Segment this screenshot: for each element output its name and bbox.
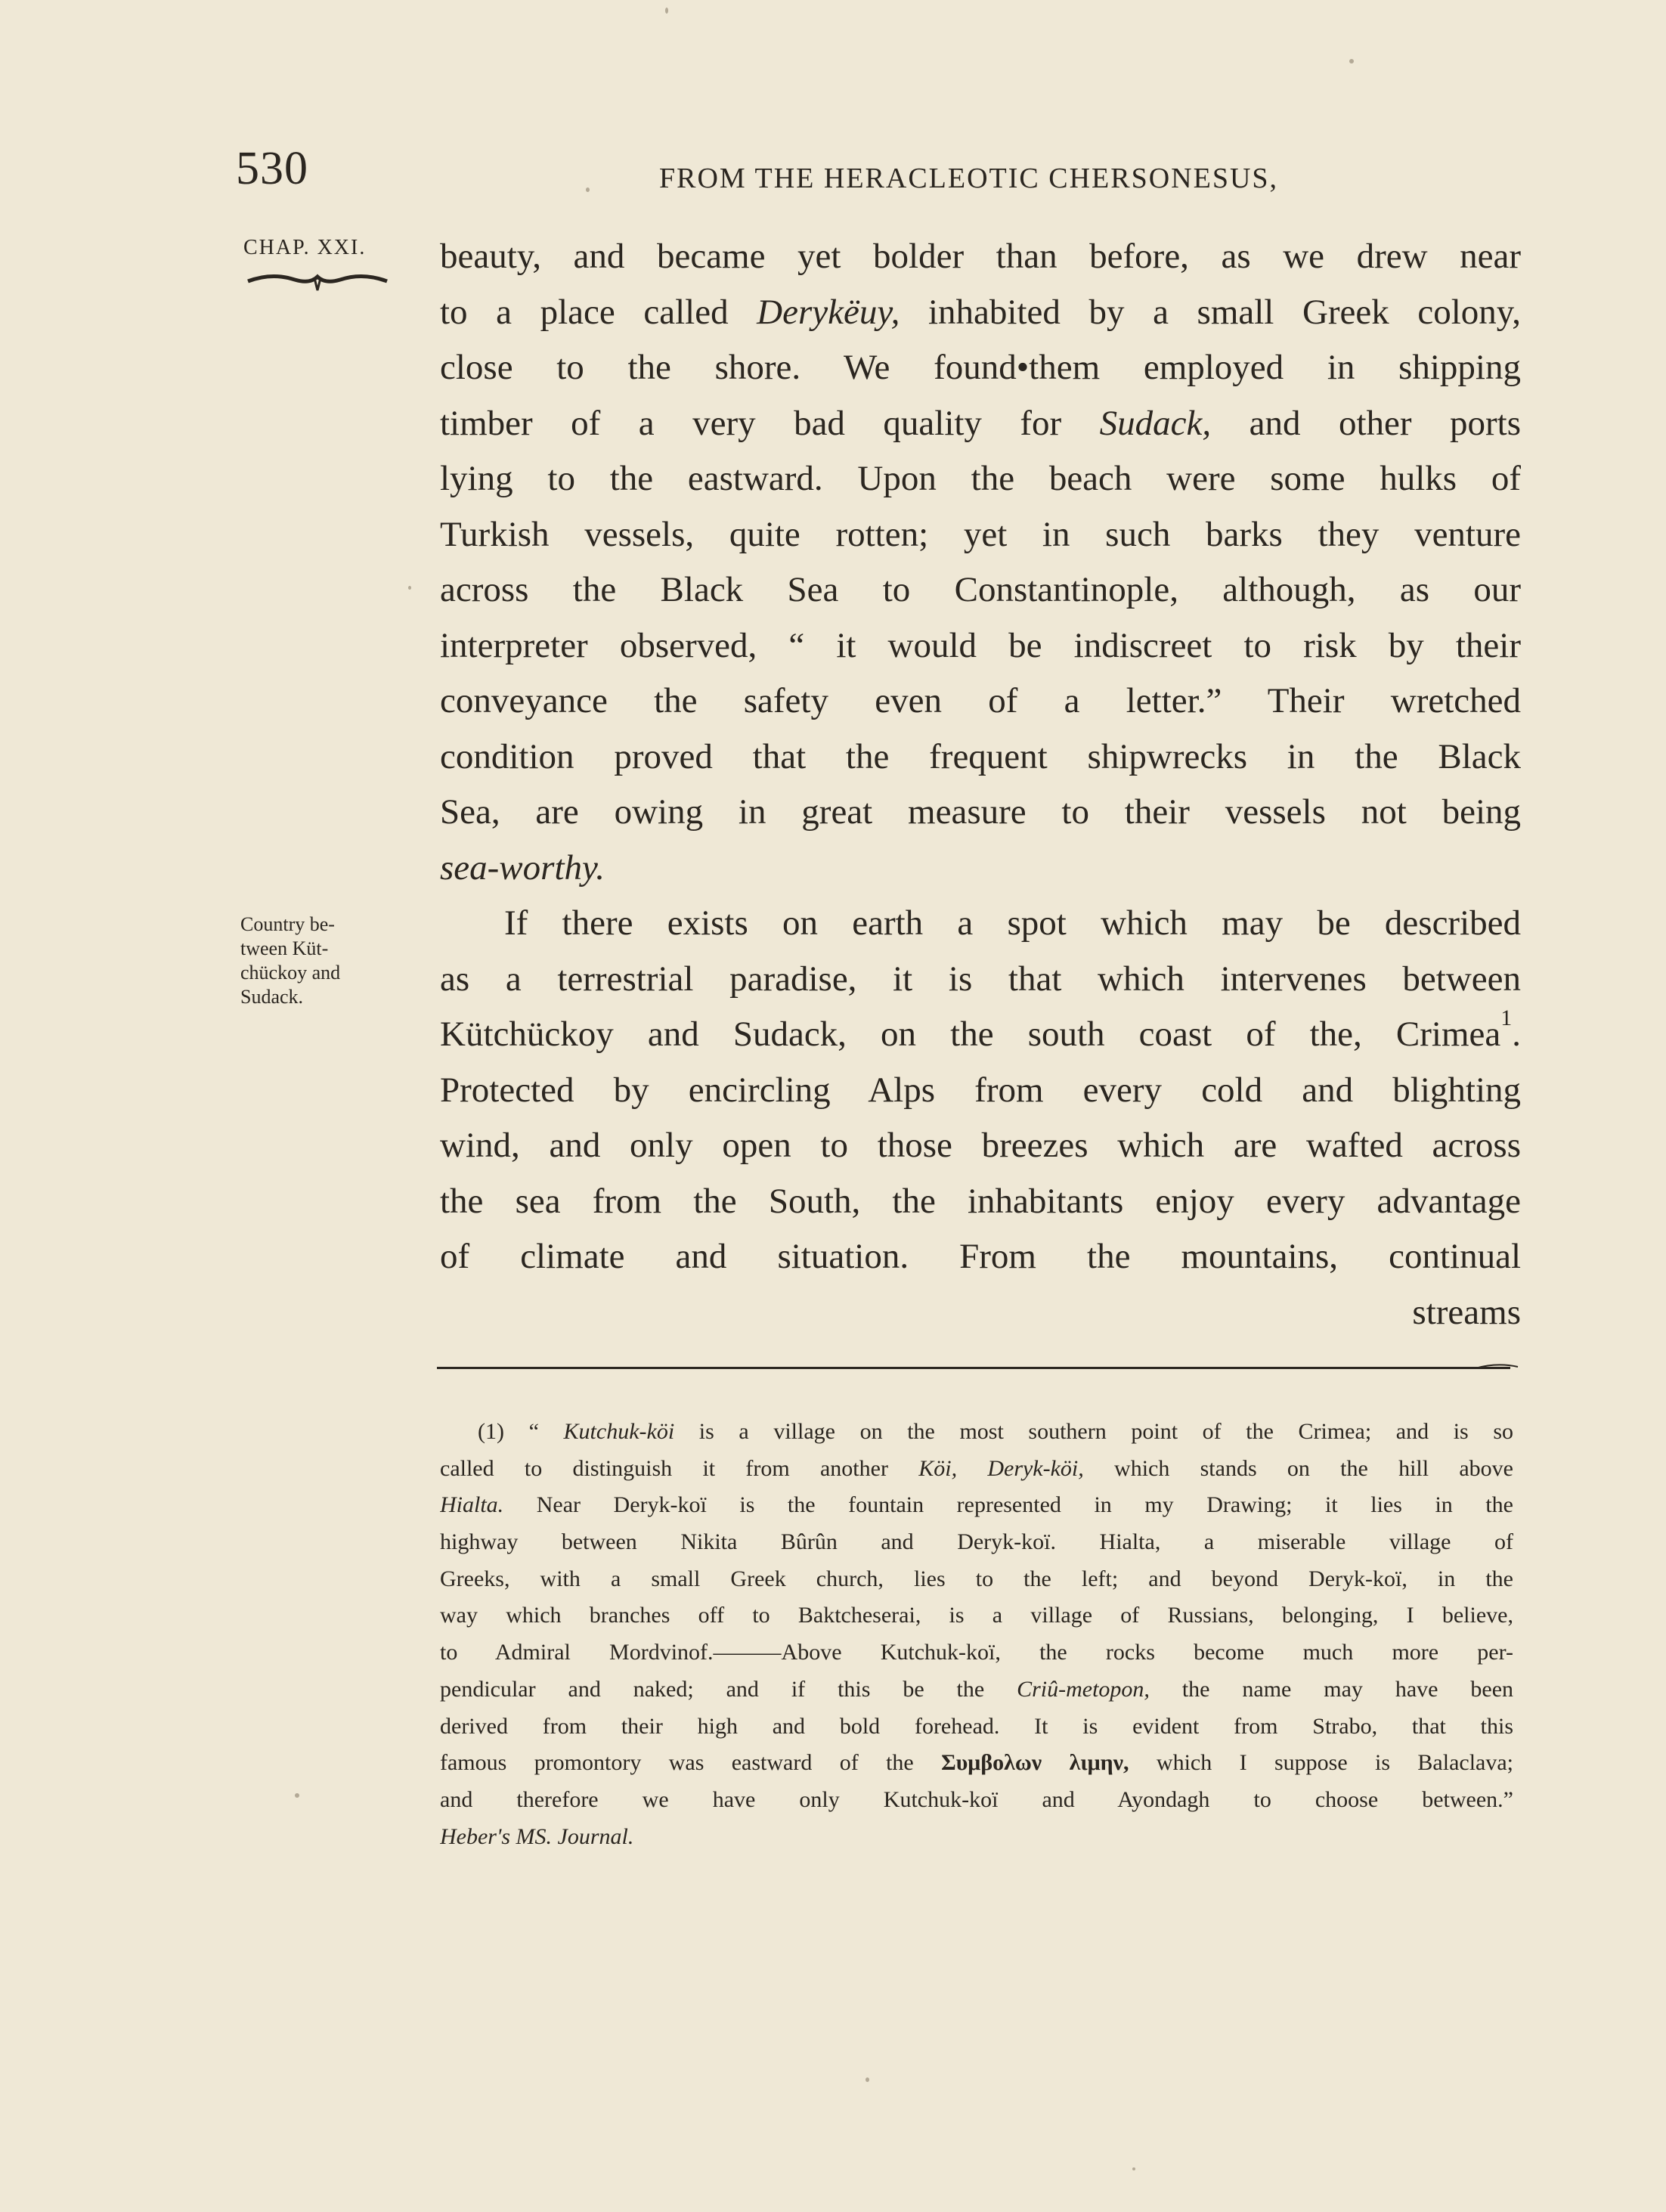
catchword: streams [1412, 1292, 1521, 1332]
text-line: Sea, are owing in great measure to their vessels not being [440, 792, 1521, 832]
footnote-line: way which branches off to Baktcheserai, is a village of Russians, belonging, I believe, [440, 1603, 1513, 1628]
text-line: condition proved that the frequent shipwrecks in the Black [440, 736, 1521, 776]
text-line: If there exists on earth a spot which may be described [504, 903, 1521, 943]
speck [586, 187, 590, 192]
footnote-line: Greeks, with a small Greek church, lies to the left; and beyond Deryk-koï, in the [440, 1566, 1513, 1591]
footnote-line: famous promontory was eastward of the Συμβολων λιμην, which I suppose is Balaclava; [440, 1750, 1513, 1776]
text-line: across the Black Sea to Constantinople, although, as our [440, 570, 1521, 609]
footnote-line: (1) “ Kutchuk-köi is a village on the most southern point of the Crimea; and is so [478, 1419, 1513, 1444]
text-line: beauty, and became yet bolder than before, as we drew near [440, 237, 1521, 276]
rule-flourish [1474, 1359, 1519, 1374]
footnote-rule [437, 1367, 1510, 1369]
text-line: sea-worthy. [440, 847, 605, 888]
speck [408, 586, 411, 590]
footnote-line: to Admiral Mordvinof.———Above Kutchuk-koï, the rocks become much more per- [440, 1640, 1513, 1665]
speck [295, 1793, 299, 1798]
chapter-flourish-ornament [242, 265, 393, 295]
footnote-line: derived from their high and bold forehead. It is evident from Strabo, that this [440, 1713, 1513, 1739]
speck [1349, 59, 1354, 64]
text-line: wind, and only open to those breezes which are wafted across [440, 1126, 1521, 1165]
chapter-label: CHAP. XXI. [243, 236, 367, 259]
text-line: interpreter observed, “ it would be indiscreet to risk by their [440, 625, 1521, 665]
footnote-line: pendicular and naked; and if this be the Criû-metopon, the name may have been [440, 1676, 1513, 1702]
place-name: Derykëuy, [757, 292, 900, 332]
text-line: close to the shore. We found•them employed in shipping [440, 348, 1521, 387]
text-line: Kütchückoy and Sudack, on the south coast of the, Crimea$^1$. [440, 1007, 1521, 1054]
margin-sidenote [240, 912, 392, 1009]
page-number: 530 [236, 143, 308, 194]
footnote-citation: Heber's MS. Journal. [440, 1823, 634, 1849]
footnote-line: Hialta. Near Deryk-koï is the fountain represented in my Drawing; it lies in the [440, 1492, 1513, 1518]
main-text [440, 229, 1521, 1340]
footnote-line: called to distinguish it from another Köi, Deryk-köi, which stands on the hill above [440, 1455, 1513, 1481]
text-line: Turkish vessels, quite rotten; yet in such barks they venture [440, 514, 1521, 554]
footnote-marker: 1 [1500, 1007, 1513, 1030]
text-line: conveyance the safety even of a letter.” Their wretched [440, 681, 1521, 720]
speck [1132, 2167, 1135, 2170]
speck [665, 8, 668, 14]
speck [866, 2077, 869, 2082]
footnote-line: and therefore we have only Kutchuk-koï and Ayondagh to choose between.” [440, 1786, 1513, 1812]
footnote [440, 1414, 1513, 1855]
running-title: FROM THE HERACLEOTIC CHERSONESUS, [659, 163, 1279, 194]
text-line: Protected by encircling Alps from every cold and blighting [440, 1070, 1521, 1110]
text-line: of climate and situation. From the mountains, continual [440, 1237, 1521, 1276]
sidenote-line: Sudack. [240, 986, 304, 1008]
sidenote-line: chückoy and [240, 962, 341, 984]
text-line: to a place called Derykëuy, inhabited by a small Greek colony, [440, 292, 1521, 332]
text-line: timber of a very bad quality for Sudack, and other ports [440, 403, 1521, 443]
text-line: as a terrestrial paradise, it is that which intervenes between [440, 959, 1521, 999]
text-line: lying to the eastward. Upon the beach were some hulks of [440, 459, 1521, 498]
text-line: the sea from the South, the inhabitants enjoy every advantage [440, 1181, 1521, 1221]
sidenote-line: Country be- [240, 913, 335, 935]
sidenote-line: tween Küt- [240, 937, 329, 959]
footnote-line: highway between Nikita Bûrûn and Deryk-koï. Hialta, a miserable village of [440, 1529, 1513, 1555]
place-name: Sudack, [1099, 403, 1212, 443]
